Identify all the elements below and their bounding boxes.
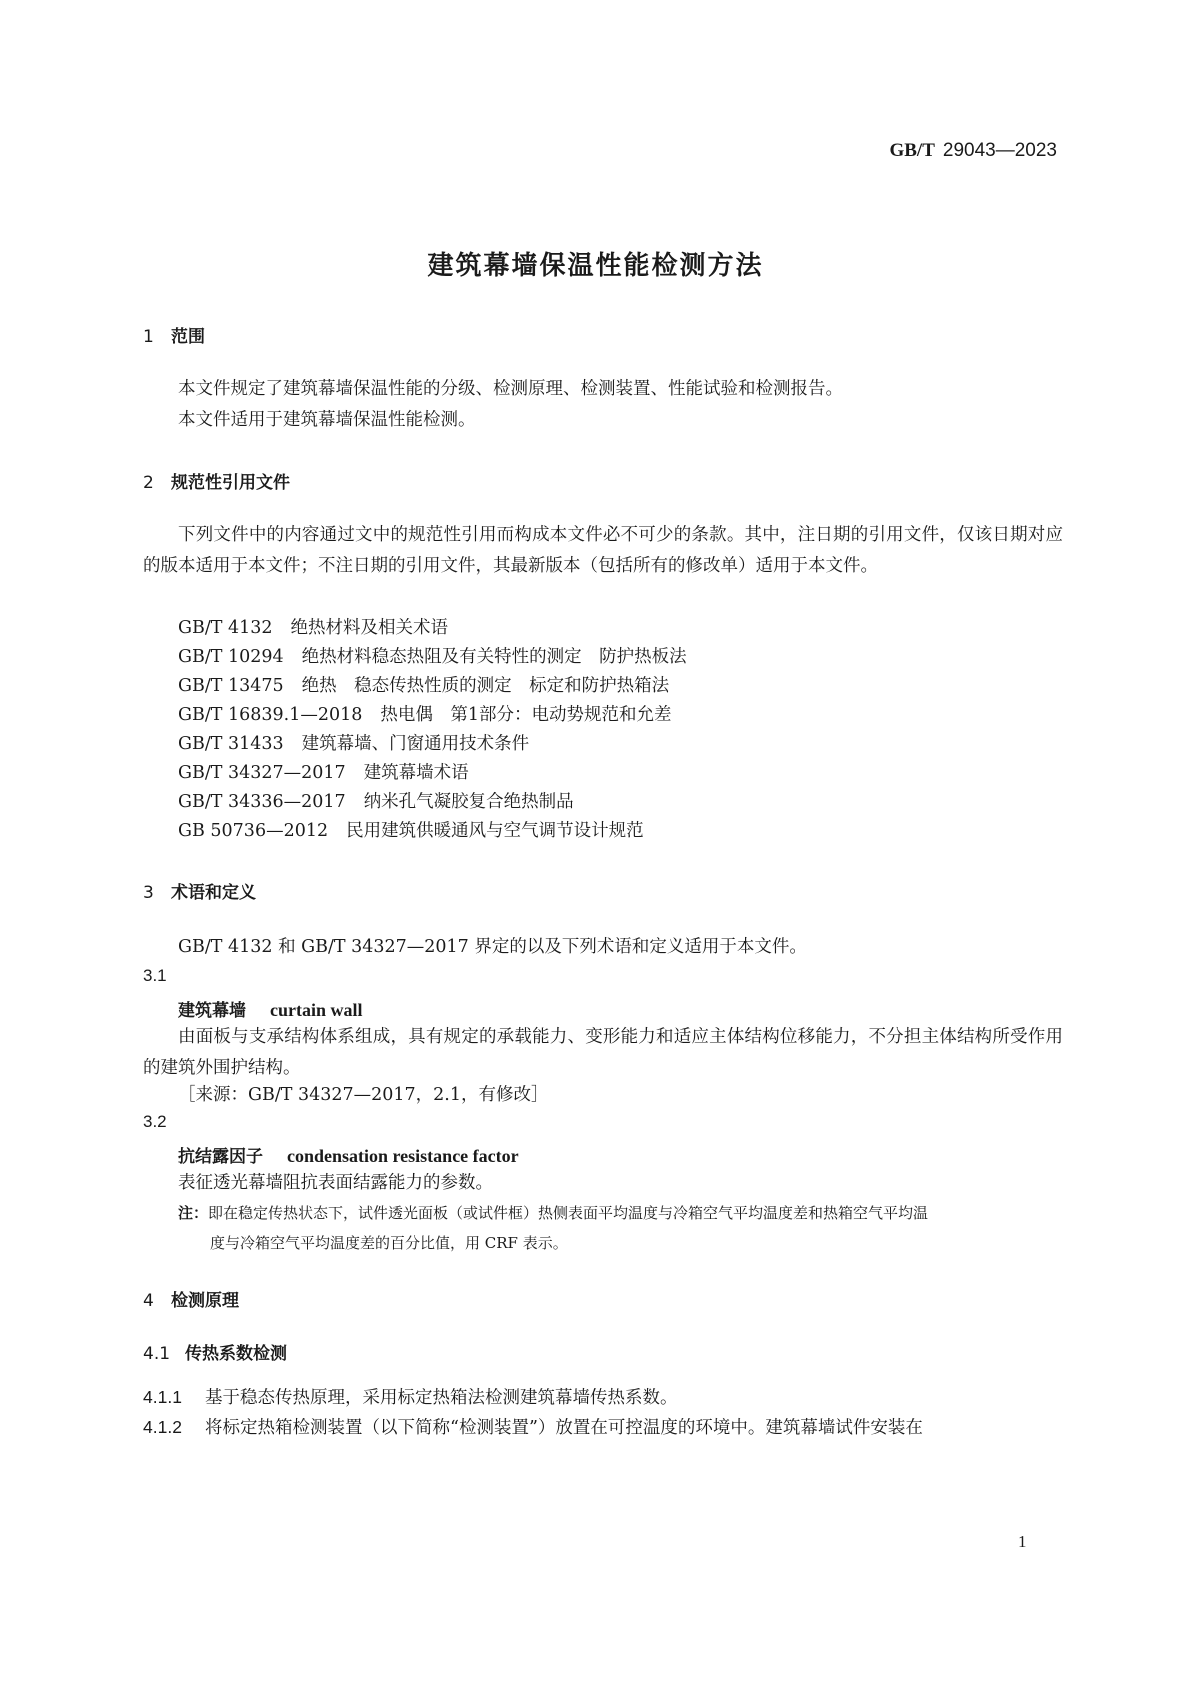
section-1-heading: 1 范围: [143, 327, 205, 347]
document-title: 建筑幕墙保温性能检测方法: [427, 251, 764, 281]
reference-item: GB/T 34336—2017 纳米孔气凝胶复合绝热制品: [178, 792, 574, 812]
section-1-paragraph: 本文件适用于建筑幕墙保温性能检测。: [178, 410, 476, 430]
reference-item: GB/T 34327—2017 建筑幕墙术语: [178, 763, 469, 783]
section-3-heading: 3 术语和定义: [143, 883, 256, 903]
reference-item: GB/T 10294 绝热材料稳态热阻及有关特性的测定 防护热板法: [178, 647, 687, 667]
term-number: 3.2: [143, 1112, 167, 1131]
standard-code: [889, 140, 1057, 162]
reference-item: GB/T 31433 建筑幕墙、门窗通用技术条件: [178, 734, 530, 754]
section-2-intro: 下列文件中的内容通过文中的规范性引用而构成本文件必不可少的条款。其中，注日期的引用文件，仅该日期对应的版本适用于本文件；不注日期的引用文件，其最新版本（包括所有的修改单）适用于本文件。: [143, 525, 1063, 576]
reference-item: GB 50736—2012 民用建筑供暖通风与空气调节设计规范: [178, 821, 644, 841]
section-1-paragraph: 本文件规定了建筑幕墙保温性能的分级、检测原理、检测装置、性能试验和检测报告。: [178, 379, 843, 399]
section-2-heading: 2 规范性引用文件: [143, 473, 290, 493]
term-definition: 由面板与支承结构体系组成，具有规定的承载能力、变形能力和适应主体结构位移能力，不分担主体结构所受作用的建筑外围护结构。: [143, 1027, 1063, 1078]
clause-item: 4.1.2 将标定热箱检测装置（以下简称“检测装置”）放置在可控温度的环境中。建筑幕墙试件安装在: [143, 1417, 923, 1438]
standard-number: 29043—2023: [942, 140, 1057, 161]
term-heading: 建筑幕墙 curtain wall: [178, 1000, 363, 1021]
reference-item: GB/T 13475 绝热 稳态传热性质的测定 标定和防护热箱法: [178, 676, 670, 696]
term-definition: 表征透光幕墙阻抗表面结露能力的参数。: [178, 1173, 493, 1193]
standard-prefix: GB/T: [889, 140, 935, 161]
section-4-heading: 4 检测原理: [143, 1291, 239, 1311]
page-number: 1: [1018, 1532, 1027, 1551]
term-note: 注：即在稳定传热状态下，试件透光面板（或试件框）热侧表面平均温度与冷箱空气平均温度差和热箱空气平均温 度与冷箱空气平均温度差的百分比值，用 CRF 表示。: [178, 1204, 929, 1252]
note-label: 注：: [178, 1204, 209, 1222]
term-source: ［来源：GB/T 34327—2017，2.1，有修改］: [178, 1085, 549, 1105]
subsection-4-1-heading: 4.1 传热系数检测: [143, 1344, 287, 1364]
section-3-intro: GB/T 4132 和 GB/T 34327—2017 界定的以及下列术语和定义适用于本文件。: [178, 937, 807, 957]
term-heading: 抗结露因子 condensation resistance factor: [178, 1146, 519, 1167]
reference-item: GB/T 16839.1—2018 热电偶 第1部分：电动势规范和允差: [178, 705, 672, 725]
term-number: 3.1: [143, 966, 167, 985]
clause-item: 4.1.1 基于稳态传热原理，采用标定热箱法检测建筑幕墙传热系数。: [143, 1387, 678, 1408]
reference-item: GB/T 4132 绝热材料及相关术语: [178, 618, 449, 638]
